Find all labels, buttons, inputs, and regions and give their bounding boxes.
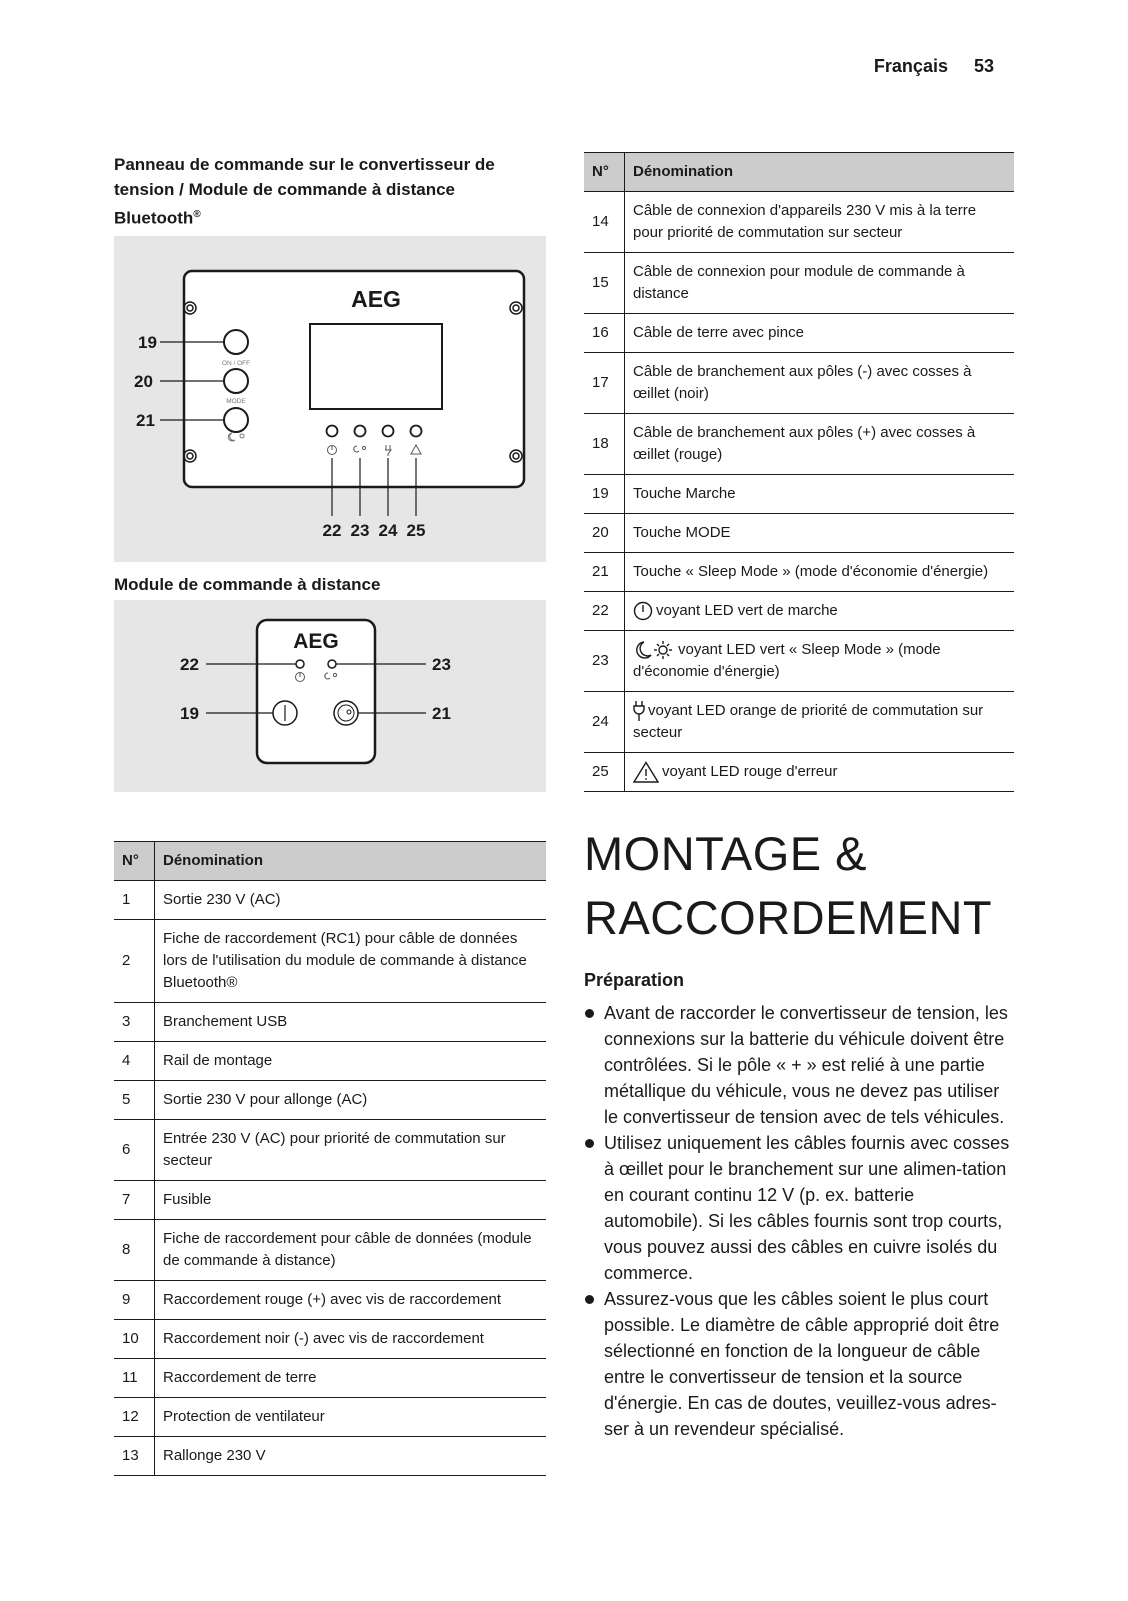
table-row: 13 Rallonge 230 V: [114, 1437, 546, 1476]
table-row: 20 Touche MODE: [584, 514, 1014, 553]
figure1-title: Panneau de commande sur le convertisseur de tension / Module de commande à distance Bluetooth®: [114, 155, 495, 228]
page-header: [874, 56, 994, 77]
warning-icon: [633, 761, 659, 783]
sleep-led: [328, 660, 336, 668]
col-header-name: Dénomination: [155, 842, 547, 881]
subheading-preparation: Préparation: [584, 970, 685, 990]
aeg-logo: AEG: [351, 286, 401, 312]
power-icon: [633, 601, 653, 621]
sleep-button: [224, 408, 248, 432]
control-panel-figure: [114, 236, 546, 562]
section-title-line2: RACCORDEMENT: [584, 891, 993, 944]
control-panel-diagram: [114, 236, 546, 562]
legend-table-left: [114, 841, 546, 1476]
svg-text:MODE: MODE: [226, 398, 246, 405]
table-row: 1 Sortie 230 V (AC): [114, 881, 546, 920]
table-row: 12 Protection de ventilateur: [114, 1398, 546, 1437]
col-header-name: Dénomination: [625, 153, 1015, 192]
callout-23: 23: [350, 521, 370, 540]
list-item: Utilisez uniquement les câbles fournis avec cosses à œillet pour le branchement sur une alimen-tation en courant continu 12 V (p. ex. batterie automobile). Si les câbles fournis sont trop courts, vous pouvez aussi des câbles en cuivre isolés du commerce.: [584, 1130, 1014, 1286]
col-header-no: N°: [584, 153, 625, 192]
language-label: Français: [873, 56, 948, 76]
mode-button: [224, 369, 248, 393]
legend-table-right: [584, 152, 1014, 792]
table-row: 7 Fusible: [114, 1181, 546, 1220]
onoff-button: [224, 330, 248, 354]
table-row: 17 Câble de branchement aux pôles (-) avec cosses à œillet (noir): [584, 353, 1014, 414]
table-row: 6 Entrée 230 V (AC) pour priorité de commutation sur secteur: [114, 1120, 546, 1181]
display-screen: [310, 324, 442, 409]
bullet-list: [584, 1000, 1014, 1442]
plug-icon: [633, 700, 645, 722]
table-row: 24 voyant LED orange de priorité de commutation sur secteur: [584, 692, 1014, 753]
callout-25: 25: [406, 521, 426, 540]
section-title: [584, 822, 992, 950]
remote-callout-22: 22: [180, 655, 199, 674]
remote-callout-19: 19: [180, 704, 199, 723]
aeg-logo-remote: AEG: [293, 630, 339, 653]
table-row: 9 Raccordement rouge (+) avec vis de raccordement: [114, 1281, 546, 1320]
table-row: 15 Câble de connexion pour module de commande à distance: [584, 253, 1014, 314]
power-led: [296, 660, 304, 668]
table-row: 25 voyant LED rouge d'erreur: [584, 753, 1014, 792]
callout-22: 22: [322, 521, 342, 540]
table-row: 2 Fiche de raccordement (RC1) pour câble de données lors de l'utilisation du module de commande à distance Bluetooth®: [114, 920, 546, 1003]
table-row: 11 Raccordement de terre: [114, 1359, 546, 1398]
table-row: 18 Câble de branchement aux pôles (+) avec cosses à œillet (rouge): [584, 414, 1014, 475]
table-header-row: [114, 842, 546, 881]
sleep-mode-icon: [633, 640, 675, 660]
table-row: 4 Rail de montage: [114, 1042, 546, 1081]
callout-20: 20: [134, 372, 153, 391]
table-row: 10 Raccordement noir (-) avec vis de raccordement: [114, 1320, 546, 1359]
remote-callout-21: 21: [432, 704, 451, 723]
page-number: 53: [973, 56, 994, 76]
list-item: Avant de raccorder le convertisseur de tension, les connexions sur la batterie du véhicule doivent être contrôlées. Si le pôle « + » est relié à une partie métallique du véhicule, vous ne devez pas utiliser le convertisseur de tension avec de tels véhicules.: [584, 1000, 1014, 1130]
table-row: 21 Touche « Sleep Mode » (mode d'économie d'énergie): [584, 553, 1014, 592]
callout-19: 19: [138, 333, 157, 352]
table-row: 22 voyant LED vert de marche: [584, 592, 1014, 631]
section-title-line1: MONTAGE &: [584, 827, 868, 880]
table-row: 23 voyant LED vert « Sleep Mode » (mode d'économie d'énergie): [584, 631, 1014, 692]
remote-module-figure: [114, 600, 546, 792]
table-row: 5 Sortie 230 V pour allonge (AC): [114, 1081, 546, 1120]
table-row: 19 Touche Marche: [584, 475, 1014, 514]
table-row: 16 Câble de terre avec pince: [584, 314, 1014, 353]
table-row: 3 Branchement USB: [114, 1003, 546, 1042]
figure2-title: Module de commande à distance: [114, 575, 381, 594]
table-header-row: [584, 153, 1014, 192]
remote-callout-23: 23: [432, 655, 451, 674]
list-item: Assurez-vous que les câbles soient le plus court possible. Le diamètre de câble approprié doit être sélectionné en fonction de la longueur de câble entre le convertisseur de tension et la source d'énergie. En cas de doutes, veuillez-vous adres-ser à un revendeur spécialisé.: [584, 1286, 1014, 1442]
svg-text:ON / OFF: ON / OFF: [221, 360, 251, 367]
table-row: 14 Câble de connexion d'appareils 230 V mis à la terre pour priorité de commutation sur secteur: [584, 192, 1014, 253]
table-row: 8 Fiche de raccordement pour câble de données (module de commande à distance): [114, 1220, 546, 1281]
callout-24: 24: [378, 521, 398, 540]
callout-21: 21: [136, 411, 155, 430]
col-header-no: N°: [114, 842, 155, 881]
remote-module-diagram: [114, 600, 546, 792]
